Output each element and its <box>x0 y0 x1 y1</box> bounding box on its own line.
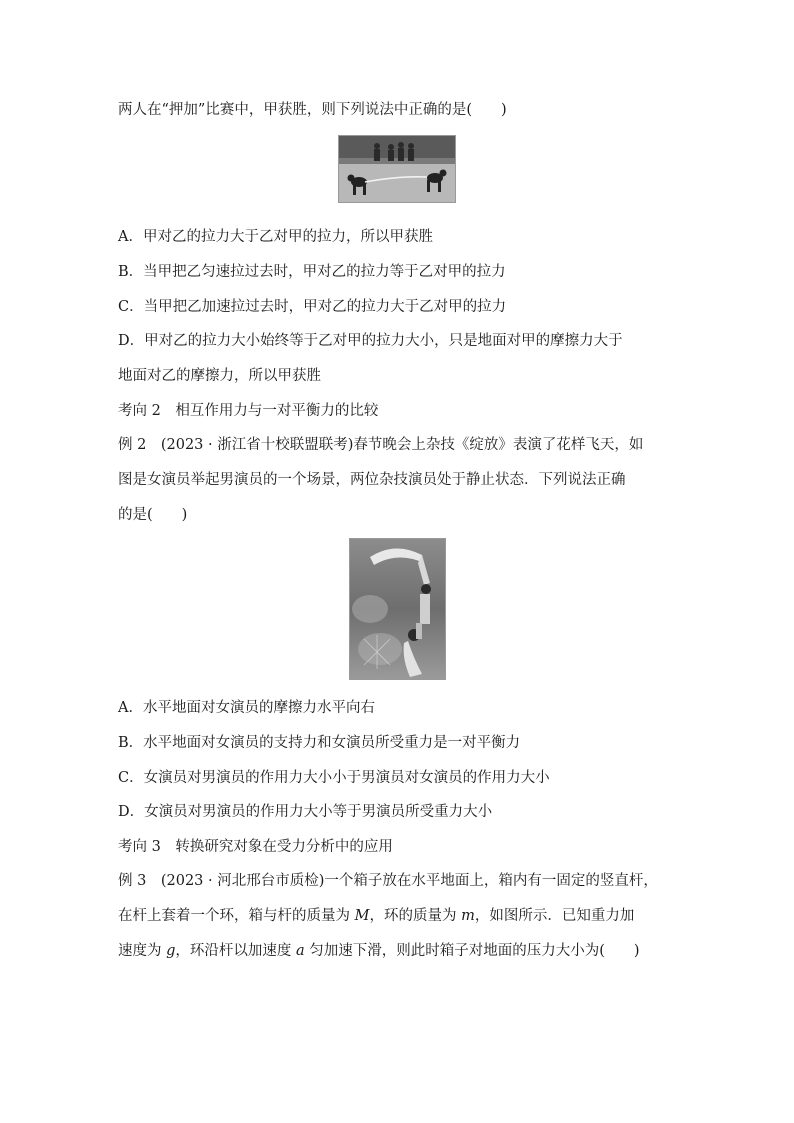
q3-line2-part-a: 在杆上套着一个环，箱与杆的质量为 <box>118 908 355 924</box>
q3-line3-part-b: ，环沿杆以加速度 <box>175 943 297 959</box>
q2-stem-line-2: 图是女演员举起男演员的一个场景，两位杂技演员处于静止状态．下列说法正确 <box>118 472 626 488</box>
acrobatics-photo <box>349 538 446 680</box>
section3-title: 考向 3 转换研究对象在受力分析中的应用 <box>118 839 393 855</box>
q2-option-b: B．水平地面对女演员的支持力和女演员所受重力是一对平衡力 <box>118 735 521 751</box>
q2-option-d: D．女演员对男演员的作用力大小等于男演员所受重力大小 <box>118 804 493 820</box>
q1-option-a: A．甲对乙的拉力大于乙对甲的拉力，所以甲获胜 <box>118 229 433 245</box>
q2-stem-line-3: 的是( ) <box>118 507 188 523</box>
gravity-g-variable: g <box>166 943 176 959</box>
q3-line2-part-b: ，环的质量为 <box>369 908 462 924</box>
q3-line3-part-a: 速度为 <box>118 943 167 959</box>
tug-of-war-photo <box>338 135 456 203</box>
q1-option-c: C．当甲把乙加速拉过去时，甲对乙的拉力大于乙对甲的拉力 <box>118 299 507 315</box>
q2-stem-line-1: 例 2 (2023 · 浙江省十校联盟联考)春节晚会上杂技《绽放》表演了花样飞天，如 <box>118 437 644 453</box>
q2-option-c: C．女演员对男演员的作用力大小小于男演员对女演员的作用力大小 <box>118 770 550 786</box>
acceleration-a-variable: a <box>296 943 305 959</box>
q1-option-d-cont: 地面对乙的摩擦力，所以甲获胜 <box>118 368 321 384</box>
q1-option-d: D．甲对乙的拉力大小始终等于乙对甲的拉力大小，只是地面对甲的摩擦力大于 <box>118 333 623 349</box>
q3-line2-part-c: ，如图所示．已知重力加 <box>474 908 635 924</box>
q3-line3-part-c: 匀加速下滑，则此时箱子对地面的压力大小为( ) <box>304 943 640 959</box>
section2-title: 考向 2 相互作用力与一对平衡力的比较 <box>118 403 379 419</box>
q1-option-b: B．当甲把乙匀速拉过去时，甲对乙的拉力等于乙对甲的拉力 <box>118 264 506 280</box>
mass-m-variable: m <box>461 908 475 924</box>
q1-stem: 两人在“押加”比赛中，甲获胜，则下列说法中正确的是( ) <box>118 102 507 118</box>
q2-option-a: A．水平地面对女演员的摩擦力水平向右 <box>118 700 375 716</box>
mass-M-variable: M <box>354 908 370 924</box>
q3-stem-line-1: 例 3 (2023 · 河北邢台市质检)一个箱子放在水平地面上，箱内有一固定的竖直杆， <box>118 873 658 889</box>
q3-stem-line-2 <box>118 906 634 926</box>
q3-stem-line-3 <box>118 941 640 961</box>
